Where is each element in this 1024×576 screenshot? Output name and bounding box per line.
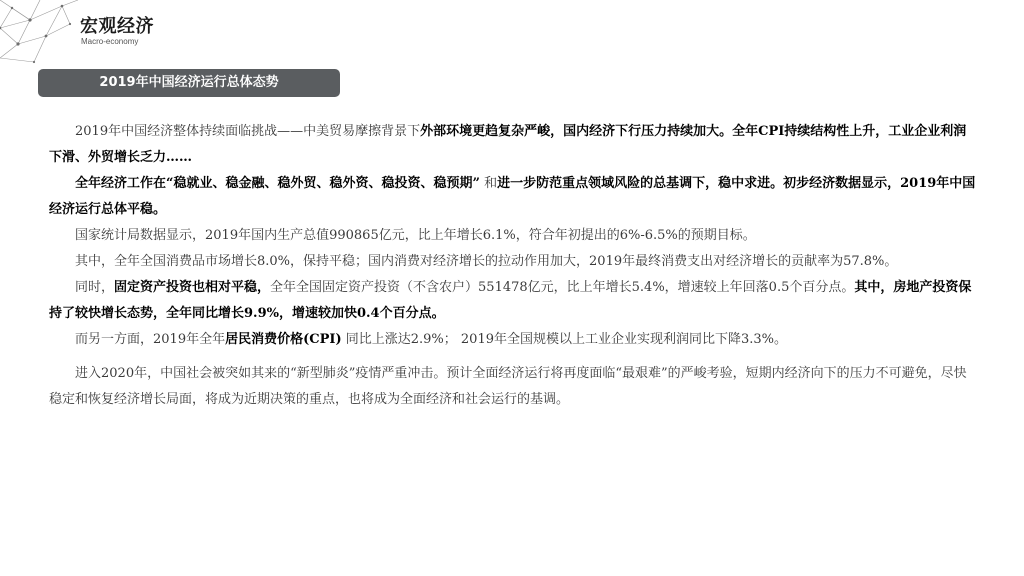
- text-segment-bold: 全年经济工作在“稳就业、稳金融、稳外贸、稳外资、稳投资、稳预期”: [75, 176, 480, 191]
- text-segment: 而另一方面，2019年全年: [75, 332, 226, 347]
- paragraph: [49, 275, 979, 327]
- text-segment-bold: 居民消费价格(CPI): [225, 332, 342, 347]
- paragraph: [49, 119, 979, 171]
- section-title: 2019年中国经济运行总体态势: [99, 75, 279, 90]
- page-title: 宏观经济: [80, 16, 154, 37]
- paragraph: [49, 327, 979, 353]
- paragraph: [49, 249, 979, 275]
- text-segment: 同时，: [75, 280, 115, 295]
- text-segment-bold: 固定资产投资也相对平稳，: [114, 280, 271, 295]
- text-segment: 2019年中国经济整体持续面临挑战——中美贸易摩擦背景下: [75, 124, 421, 139]
- body-text: [49, 119, 979, 413]
- text-segment: 其中，全年全国消费品市场增长8.0%，保持平稳；国内消费对经济增长的拉动作用加大，2019年最终消费支出对经济增长的贡献率为57.8%。: [75, 254, 898, 269]
- text-segment-bold: 进一步防范重点领域风险的总基调下，稳中求进。初步经济数据显示，2019年中国经济运行总体平稳。: [49, 176, 976, 217]
- corner-network-decoration: [0, 0, 90, 70]
- text-segment: 同比上涨达2.9%； 2019年全国规模以上工业企业实现利润同比下降3.3%。: [341, 332, 788, 347]
- page-subtitle: Macro-economy: [81, 37, 139, 46]
- text-segment: 和: [479, 176, 498, 191]
- paragraph: [49, 171, 979, 223]
- paragraph: [49, 361, 979, 413]
- text-segment: 全年全国固定资产投资（不含农户）551478亿元，比上年增长5.4%，增速较上年回落0.5个百分点。: [270, 280, 855, 295]
- text-segment: 进入2020年，中国社会被突如其来的“新型肺炎”疫情严重冲击。预计全面经济运行将再度面临“最艰难”的严峻考验，短期内经济向下的压力不可避免，尽快稳定和恢复经济增长局面，将成为近期决策的重点，也将成为全面经济和社会运行的基调。: [49, 366, 967, 407]
- text-segment-bold: 外部环境更趋复杂严峻，国内经济下行压力持续加大。全年CPI持续结构性上升，工业企业利润下滑、外贸增长乏力……: [49, 124, 967, 165]
- section-title-bar: [38, 69, 340, 97]
- text-segment: 国家统计局数据显示，2019年国内生产总值990865亿元，比上年增长6.1%，符合年初提出的6%-6.5%的预期目标。: [75, 228, 756, 243]
- text-segment-bold: 其中，房地产投资保持了较快增长态势，全年同比增长9.9%，增速较加快0.4个百分点。: [49, 280, 972, 321]
- paragraph: [49, 223, 979, 249]
